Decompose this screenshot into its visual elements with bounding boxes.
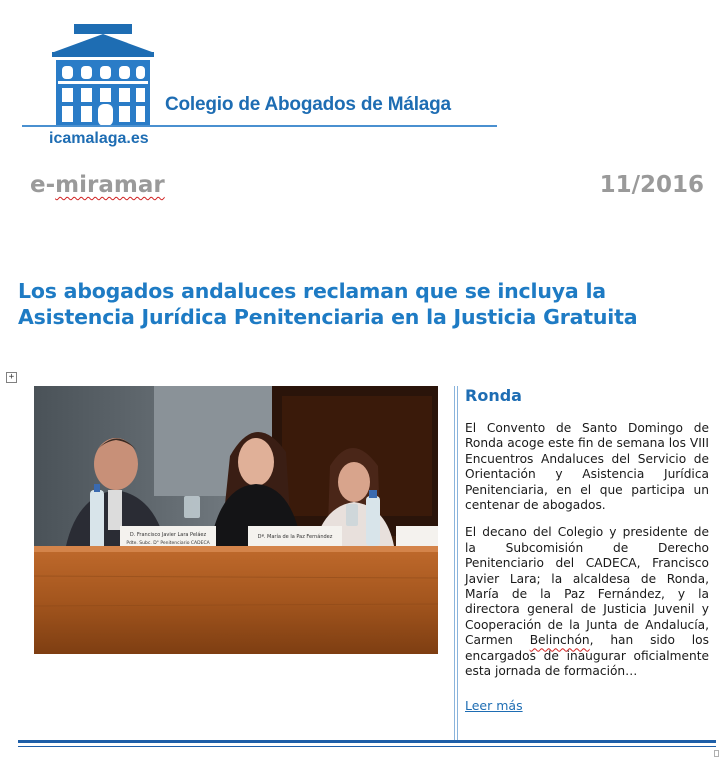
building-icon <box>50 22 156 126</box>
newsletter-brand <box>30 172 165 198</box>
org-name: Colegio de Abogados de Málaga <box>165 94 451 115</box>
article-location: Ronda <box>465 386 522 405</box>
table-move-handle-icon[interactable]: + <box>6 372 17 383</box>
article-paragraph-2: El decano del Colegio y presidente de la Subcomisión de Derecho Penitenciario del CADECA, Francisco Javier Lara; la alcaldesa de Ronda, María de la Paz Fernández, y la directora general de Justicia Juvenil y Cooperación de la Junta de Andalucía, Carmen Belinchón, han sido los encargados de inaugurar oficialmente esta jornada de formación… <box>465 525 709 679</box>
issue-date: 11/2016 <box>599 172 704 198</box>
logo-rule <box>22 125 497 127</box>
column-divider <box>454 386 455 740</box>
nameplate-middle: Dª. María de la Paz Fernández <box>257 534 333 540</box>
resize-corner-icon[interactable] <box>714 750 719 757</box>
brand-prefix: e- <box>30 172 56 198</box>
read-more-link[interactable]: Leer más <box>465 697 523 713</box>
article-paragraph-1: El Convento de Santo Domingo de Ronda acoge este fin de semana los VIII Encuentros Andaluces del Servicio de Orientación y Asistencia Jurídica Penitenciaria, en el que participa un centenar de abogados. <box>465 421 709 513</box>
footer-rule-thin <box>18 746 716 747</box>
brand-name: miramar <box>55 172 165 198</box>
article-headline[interactable]: Los abogados andaluces reclaman que se incluya la Asistencia Jurídica Penitenciaria en la Justicia Gratuita <box>18 279 638 329</box>
nameplate-left: D. Francisco Javier Lara Peláez <box>129 532 207 538</box>
footer-rule <box>18 740 716 743</box>
nameplate-left-sub: Pdte. Subc. D° Penitenciario CADECA <box>126 541 210 546</box>
article-summary <box>465 386 709 715</box>
conference-photo[interactable] <box>34 386 438 654</box>
column-divider-inner <box>457 386 458 740</box>
name-belinchon: Belinchón <box>529 633 590 648</box>
logo[interactable] <box>22 22 502 152</box>
site-url: icamalaga.es <box>49 130 149 147</box>
